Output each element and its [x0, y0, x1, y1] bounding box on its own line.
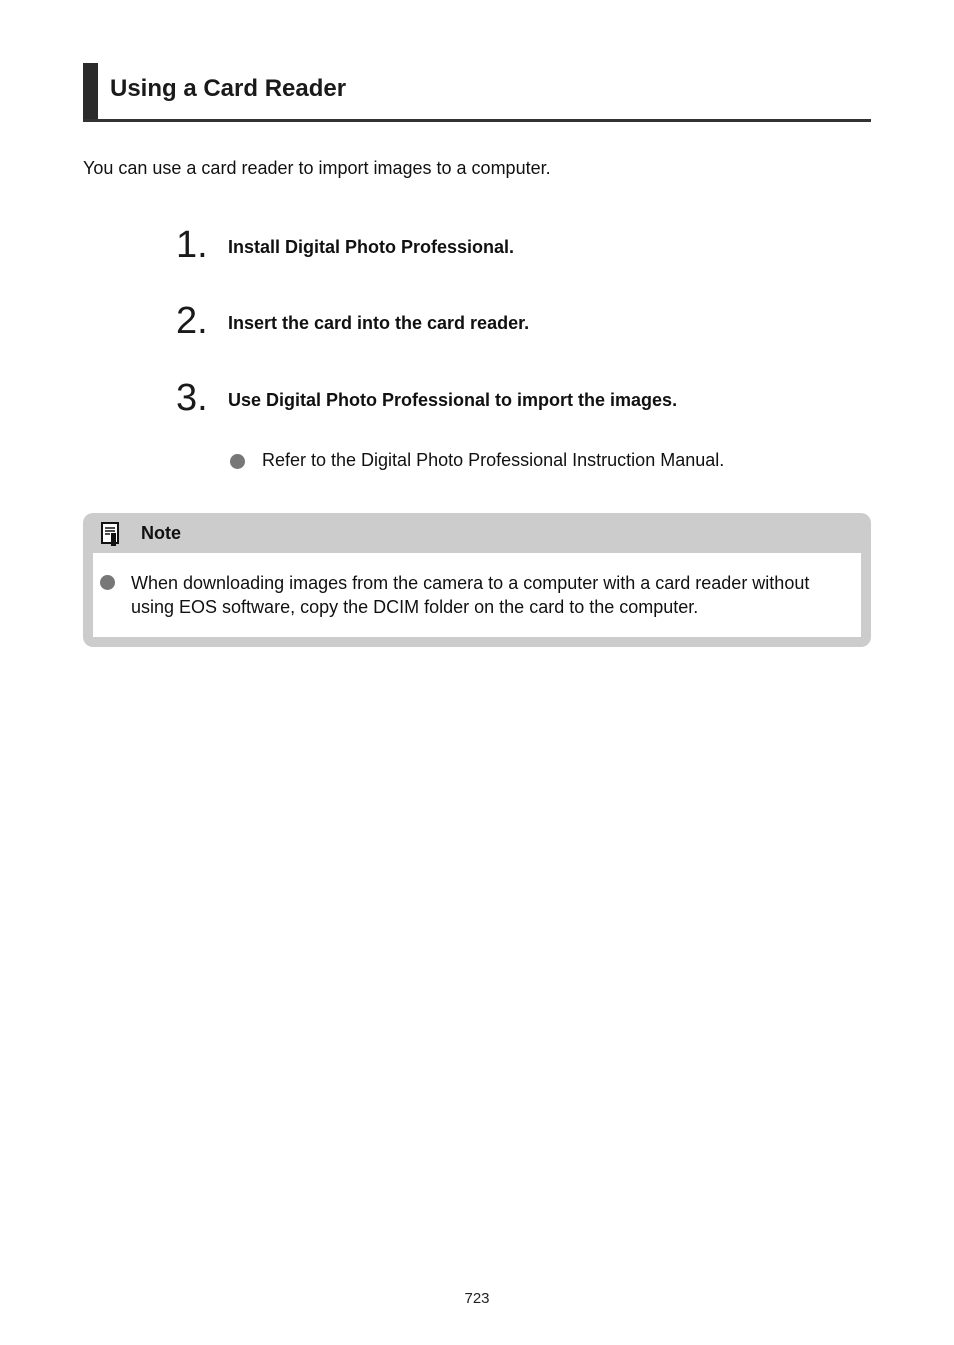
- note-box: [83, 513, 871, 647]
- intro-paragraph: You can use a card reader to import images to a computer.: [83, 158, 551, 178]
- bullet-text: Refer to the Digital Photo Professional Instruction Manual.: [262, 450, 725, 470]
- step-text: Use Digital Photo Professional to import the images.: [228, 390, 678, 410]
- step-text: Install Digital Photo Professional.: [228, 237, 515, 257]
- note-body: [93, 553, 861, 637]
- step-number: 2.: [176, 300, 208, 342]
- bullet-icon: [230, 454, 245, 469]
- page-number: 723: [464, 1290, 490, 1307]
- bullet-icon: [100, 575, 115, 590]
- step-number: 3.: [176, 377, 208, 419]
- note-text: When downloading images from the camera to a computer with a card reader without using EOS software, copy the DCIM folder on the card to the computer.: [131, 573, 810, 617]
- page-title: Using a Card Reader: [110, 75, 347, 102]
- step-number: 1.: [176, 224, 208, 266]
- heading-accent-bar: [83, 63, 98, 119]
- note-title: Note: [141, 523, 181, 543]
- note-icon: [100, 521, 122, 547]
- step-text: Insert the card into the card reader.: [228, 313, 530, 333]
- section-heading: [83, 63, 871, 122]
